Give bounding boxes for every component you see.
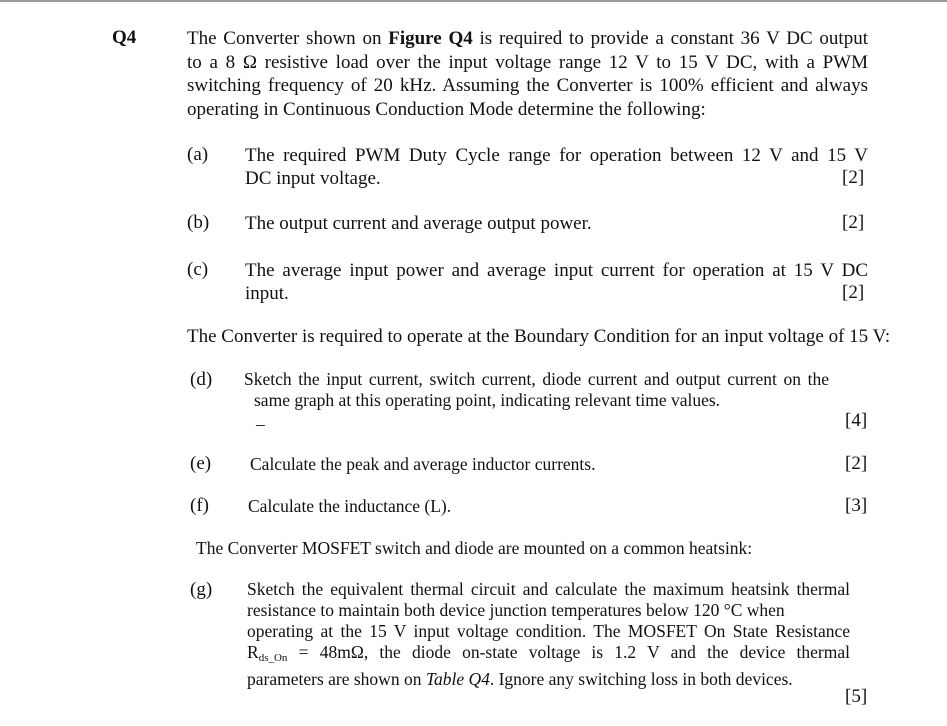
heatsink-statement: The Converter MOSFET switch and diode are mounted on a common heatsink: xyxy=(196,538,753,558)
part-g-text: Sketch the equivalent thermal circuit and calculate the maximum heatsink thermal resistance to maintain both device junction temperatures below 120 °C when operating at the 15 V input voltage condition. The MOSFET On State Resistance $R_{ds\_On} = 48m\Omega$, the diode on-state voltage is 1.2 V and the device thermal parameters are shown on Table Q4. Ignore any switching loss in both devices. xyxy=(247,579,850,689)
part-f-label: (f) xyxy=(190,495,209,516)
part-g-marks: [5] xyxy=(845,686,868,707)
part-b-text: The output current and average output power. xyxy=(245,213,592,234)
intro-line-4: operating in Continuous Conduction Mode determine the following: xyxy=(187,98,706,120)
part-d-marks: [4] xyxy=(845,410,868,431)
part-d-text: Sketch the input current, switch current, diode current and output current on the xyxy=(244,369,829,389)
top-rule xyxy=(0,0,947,2)
part-a-label: (a) xyxy=(187,144,209,165)
part-c-marks: [2] xyxy=(842,282,865,303)
part-b-marks: [2] xyxy=(842,212,865,233)
part-g-label: (g) xyxy=(190,579,213,600)
part-e-marks: [2] xyxy=(845,453,868,474)
part-b-label: (b) xyxy=(187,212,210,233)
boundary-statement: The Converter is required to operate at the Boundary Condition for an input voltage of 15 V: xyxy=(187,326,891,347)
part-f-marks: [3] xyxy=(845,495,868,516)
part-c-label: (c) xyxy=(187,259,209,280)
part-g-line-5: parameters are shown on Table Q4. Ignore any switching loss in both devices. xyxy=(247,669,793,689)
question-number: Q4 xyxy=(112,27,137,48)
intro-line-1: The Converter shown on Figure Q4 is required to provide a constant 36 V DC output xyxy=(187,28,868,49)
intro-line-2: to a 8 Ω resistive load over the input voltage range 12 V to 15 V DC, with a PWM xyxy=(187,51,868,73)
part-e-text: Calculate the peak and average inductor currents. xyxy=(250,454,596,474)
part-e-label: (e) xyxy=(190,453,212,474)
part-d-label: (d) xyxy=(190,369,213,390)
part-d-dash: – xyxy=(256,414,265,434)
part-a-marks: [2] xyxy=(842,167,865,188)
part-c-text-2: input. xyxy=(245,283,289,304)
part-a-text: The required PWM Duty Cycle range for operation between 12 V and 15 V xyxy=(245,145,868,166)
intro-line-3: switching frequency of 20 kHz. Assuming the Converter is 100% efficient and always xyxy=(187,75,868,96)
part-d-text-2: same graph at this operating point, indicating relevant time values. xyxy=(254,390,721,410)
part-f-text: Calculate the inductance (L). xyxy=(248,496,452,516)
intro-paragraph xyxy=(187,27,868,121)
part-c-text: The average input power and average input current for operation at 15 V DC xyxy=(245,260,868,281)
part-a-text-2: DC input voltage. xyxy=(245,168,381,189)
part-g-line-4: $R_{ds\_On} = 48m\Omega$, the diode on-state voltage is 1.2 V and the device thermal xyxy=(247,642,850,664)
